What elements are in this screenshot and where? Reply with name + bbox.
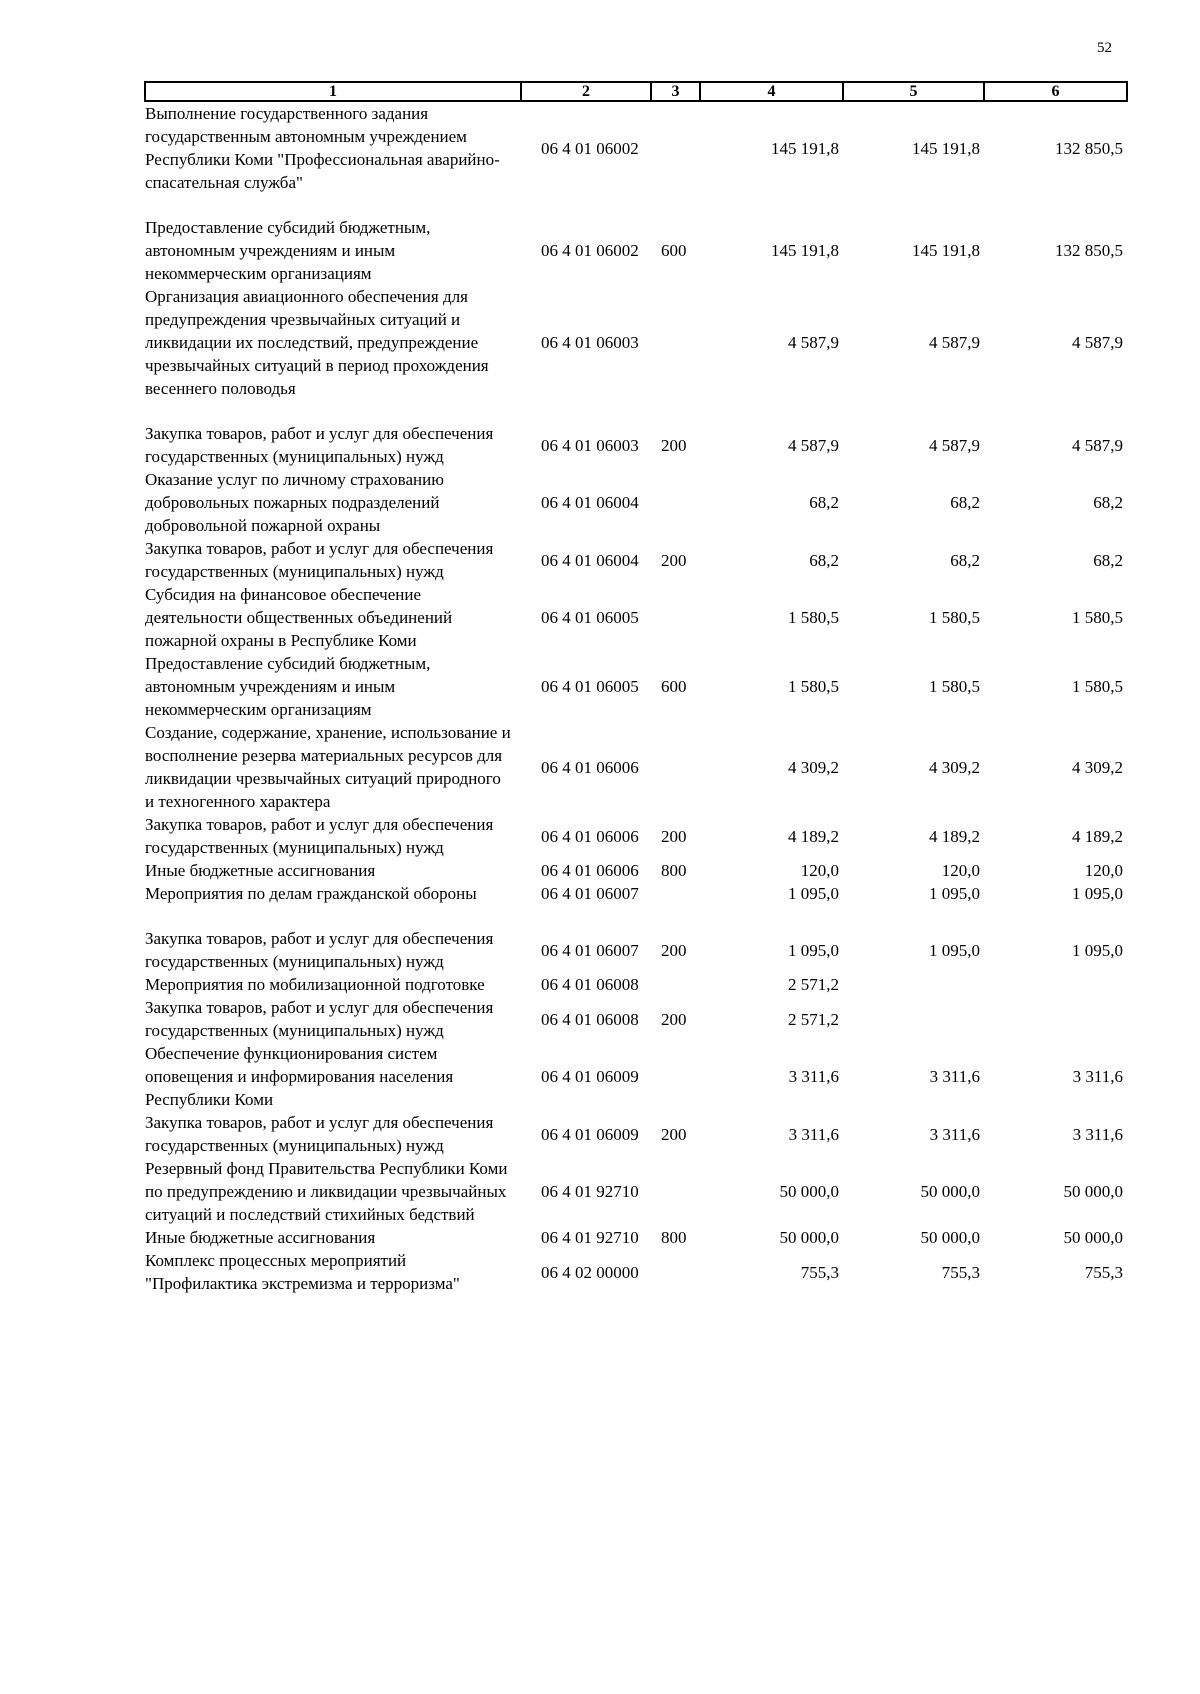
spacer-cell: [521, 194, 651, 216]
table-row: [145, 216, 1127, 285]
row-value-2: 755,3: [941, 1262, 980, 1282]
row-value-1: 68,2: [809, 493, 839, 512]
row-code: 06 4 01 06008: [541, 1009, 639, 1029]
row-value-1: 1 095,0: [788, 884, 839, 903]
row-value-1: 145 191,8: [771, 241, 839, 260]
row-value-2: 145 191,8: [912, 241, 980, 260]
spacer-cell: [843, 194, 984, 216]
row-value-2: 1 580,5: [929, 677, 980, 696]
spacer-cell: [145, 905, 521, 927]
row-name: Закупка товаров, работ и услуг для обеспечения государственных (муниципальных) нужд: [145, 1113, 494, 1155]
row-value-1: 755,3: [800, 1262, 839, 1282]
row-value-3: [984, 973, 1127, 996]
row-name: Создание, содержание, хранение, использование и восполнение резерва материальных ресурсов для ликвидации чрезвычайных ситуаций природного и техногенного характера: [145, 723, 511, 811]
header-col-3: 3: [651, 82, 700, 101]
row-value-1: 3 311,6: [788, 1067, 839, 1086]
row-name: Закупка товаров, работ и услуг для обеспечения государственных (муниципальных) нужд: [145, 539, 494, 581]
row-name: Предоставление субсидий бюджетным, автономным учреждениям и иным некоммерческим организациям: [145, 654, 431, 719]
row-name: Закупка товаров, работ и услуг для обеспечения государственных (муниципальных) нужд: [145, 998, 494, 1040]
row-value-2: [843, 973, 984, 996]
spacer-cell: [700, 905, 843, 927]
row-name: Иные бюджетные ассигнования: [145, 1228, 376, 1247]
spacer-cell: [843, 905, 984, 927]
row-code: 06 4 01 06006: [541, 861, 639, 880]
table-row: [145, 1249, 1127, 1295]
table-row: [145, 973, 1127, 996]
row-value-3: 1 095,0: [1072, 884, 1123, 903]
spacer-cell: [145, 194, 521, 216]
row-value-1: 4 189,2: [788, 826, 839, 846]
row-expense-type: [651, 285, 700, 400]
row-expense-type: 800: [661, 861, 687, 880]
row-value-3: 1 580,5: [1072, 608, 1123, 627]
header-row: [145, 82, 1127, 101]
table-row: [145, 927, 1127, 973]
row-value-3: 3 311,6: [1072, 1067, 1123, 1086]
row-name: Комплекс процессных мероприятий "Профилактика экстремизма и терроризма": [145, 1251, 460, 1293]
row-value-1: 3 311,6: [788, 1124, 839, 1144]
row-expense-type: [651, 1249, 700, 1295]
row-value-1: 2 571,2: [788, 1009, 839, 1029]
row-code: 06 4 01 06006: [541, 757, 639, 777]
row-name: Закупка товаров, работ и услуг для обеспечения государственных (муниципальных) нужд: [145, 424, 494, 466]
header-col-2: 2: [521, 82, 651, 101]
row-code: 06 4 01 06004: [541, 550, 639, 570]
table-row: [145, 859, 1127, 882]
table-row: [145, 583, 1127, 652]
table-row: [145, 1226, 1127, 1249]
row-code: 06 4 01 06005: [541, 608, 639, 627]
row-value-2: 145 191,8: [912, 138, 980, 158]
row-expense-type: 800: [661, 1228, 687, 1247]
page-number: 52: [1097, 40, 1112, 56]
row-value-1: 68,2: [809, 550, 839, 570]
spacer-cell: [521, 400, 651, 422]
row-value-3: 1 580,5: [1072, 677, 1123, 696]
row-value-3: 50 000,0: [1063, 1228, 1123, 1247]
row-expense-type: [651, 1157, 700, 1226]
row-value-2: 1 095,0: [929, 884, 980, 903]
spacer-cell: [145, 400, 521, 422]
row-name: Иные бюджетные ассигнования: [145, 861, 376, 880]
row-expense-type: 200: [661, 940, 687, 960]
spacer-cell: [984, 400, 1127, 422]
row-value-3: 4 309,2: [1072, 757, 1123, 777]
row-value-2: [843, 996, 984, 1042]
row-name: Выполнение государственного задания государственным автономным учреждением Республики Коми "Профессиональная аварийно-спасательная служба": [145, 104, 500, 192]
row-value-1: 1 095,0: [788, 940, 839, 960]
row-value-1: 50 000,0: [779, 1182, 839, 1201]
row-value-2: 4 309,2: [929, 757, 980, 777]
row-value-3: [984, 996, 1127, 1042]
header-col-1: 1: [145, 82, 521, 101]
row-code: 06 4 01 06009: [541, 1124, 639, 1144]
row-expense-type: 200: [661, 1124, 687, 1144]
row-expense-type: [651, 721, 700, 813]
row-value-2: 68,2: [950, 550, 980, 570]
row-name: Оказание услуг по личному страхованию добровольных пожарных подразделений добровольной пожарной охраны: [145, 470, 444, 535]
spacer-cell: [700, 400, 843, 422]
row-expense-type: 200: [661, 1009, 687, 1029]
row-code: 06 4 01 06002: [541, 241, 639, 260]
row-name: Закупка товаров, работ и услуг для обеспечения государственных (муниципальных) нужд: [145, 929, 494, 971]
table-row: [145, 721, 1127, 813]
row-expense-type: 600: [661, 677, 687, 696]
row-expense-type: [651, 583, 700, 652]
table-row: [145, 1042, 1127, 1111]
row-name: Закупка товаров, работ и услуг для обеспечения государственных (муниципальных) нужд: [145, 815, 494, 857]
row-code: 06 4 01 06002: [541, 138, 639, 158]
row-spacer: [145, 194, 1127, 216]
row-value-2: 50 000,0: [920, 1228, 980, 1247]
row-code: 06 4 01 06007: [541, 884, 639, 903]
table-row: [145, 882, 1127, 905]
row-code: 06 4 01 92710: [541, 1228, 639, 1247]
row-value-2: 4 587,9: [929, 333, 980, 352]
row-value-3: 4 587,9: [1072, 435, 1123, 455]
row-name: Мероприятия по мобилизационной подготовке: [145, 975, 485, 994]
row-value-3: 4 587,9: [1072, 333, 1123, 352]
row-code: 06 4 01 92710: [541, 1182, 639, 1201]
row-value-3: 3 311,6: [1072, 1124, 1123, 1144]
row-expense-type: [651, 1042, 700, 1111]
header-col-4: 4: [700, 82, 843, 101]
row-value-3: 132 850,5: [1055, 138, 1123, 158]
row-value-2: 50 000,0: [920, 1182, 980, 1201]
spacer-cell: [984, 905, 1127, 927]
table-row: [145, 468, 1127, 537]
row-value-2: 4 189,2: [929, 826, 980, 846]
table-row: [145, 652, 1127, 721]
spacer-cell: [521, 905, 651, 927]
row-value-2: 68,2: [950, 493, 980, 512]
spacer-cell: [651, 905, 700, 927]
table-row: [145, 813, 1127, 859]
row-code: 06 4 01 06006: [541, 826, 639, 846]
row-name: Обеспечение функционирования систем оповещения и информирования населения Республики Коми: [145, 1044, 454, 1109]
table-row: [145, 1157, 1127, 1226]
header-col-5: 5: [843, 82, 984, 101]
row-value-3: 68,2: [1093, 493, 1123, 512]
row-code: 06 4 01 06003: [541, 333, 639, 352]
row-value-2: 1 095,0: [929, 940, 980, 960]
row-expense-type: [651, 101, 700, 194]
spacer-cell: [651, 400, 700, 422]
row-value-3: 132 850,5: [1055, 241, 1123, 260]
spacer-cell: [984, 194, 1127, 216]
row-value-2: 3 311,6: [929, 1124, 980, 1144]
spacer-cell: [651, 194, 700, 216]
row-value-1: 4 587,9: [788, 333, 839, 352]
row-value-3: 1 095,0: [1072, 940, 1123, 960]
row-value-1: 1 580,5: [788, 608, 839, 627]
table-row: [145, 996, 1127, 1042]
row-value-3: 4 189,2: [1072, 826, 1123, 846]
row-code: 06 4 01 06004: [541, 493, 639, 512]
row-code: 06 4 01 06007: [541, 940, 639, 960]
table-row: [145, 285, 1127, 400]
row-value-1: 145 191,8: [771, 138, 839, 158]
row-value-2: 1 580,5: [929, 608, 980, 627]
row-name: Субсидия на финансовое обеспечение деятельности общественных объединений пожарной охраны в Республике Коми: [145, 585, 453, 650]
row-value-2: 4 587,9: [929, 435, 980, 455]
table-row: [145, 537, 1127, 583]
row-code: 06 4 01 06003: [541, 435, 639, 455]
table-row: [145, 422, 1127, 468]
row-expense-type: 600: [661, 241, 687, 260]
row-name: Мероприятия по делам гражданской обороны: [145, 884, 477, 903]
row-value-1: 4 587,9: [788, 435, 839, 455]
row-expense-type: 200: [661, 826, 687, 846]
row-expense-type: [651, 882, 700, 905]
row-value-3: 50 000,0: [1063, 1182, 1123, 1201]
row-name: Резервный фонд Правительства Республики Коми по предупреждению и ликвидации чрезвычайных ситуаций и последствий стихийных бедствий: [145, 1159, 508, 1224]
row-value-3: 120,0: [1084, 861, 1123, 880]
row-spacer: [145, 400, 1127, 422]
row-expense-type: 200: [661, 435, 687, 455]
row-spacer: [145, 905, 1127, 927]
spacer-cell: [700, 194, 843, 216]
row-name: Предоставление субсидий бюджетным, автономным учреждениям и иным некоммерческим организациям: [145, 218, 431, 283]
row-code: 06 4 01 06008: [541, 975, 639, 994]
row-value-1: 1 580,5: [788, 677, 839, 696]
row-value-1: 120,0: [800, 861, 839, 880]
row-value-1: 2 571,2: [788, 975, 839, 994]
spacer-cell: [843, 400, 984, 422]
row-code: 06 4 01 06005: [541, 677, 639, 696]
row-code: 06 4 01 06009: [541, 1067, 639, 1086]
row-value-3: 755,3: [1084, 1262, 1123, 1282]
table-row: [145, 101, 1127, 194]
budget-table: [144, 81, 1128, 1295]
table-row: [145, 1111, 1127, 1157]
row-value-1: 50 000,0: [779, 1228, 839, 1247]
header-col-6: 6: [984, 82, 1127, 101]
table-body: [145, 101, 1127, 1295]
row-code: 06 4 02 00000: [541, 1262, 639, 1282]
row-value-2: 3 311,6: [929, 1067, 980, 1086]
row-value-1: 4 309,2: [788, 757, 839, 777]
row-value-3: 68,2: [1093, 550, 1123, 570]
row-value-2: 120,0: [941, 861, 980, 880]
row-expense-type: [651, 973, 700, 996]
row-expense-type: [651, 468, 700, 537]
row-expense-type: 200: [661, 550, 687, 570]
row-name: Организация авиационного обеспечения для предупреждения чрезвычайных ситуаций и ликвидации их последствий, предупреждение чрезвычайных ситуаций в период прохождения весеннего половодья: [145, 287, 489, 398]
